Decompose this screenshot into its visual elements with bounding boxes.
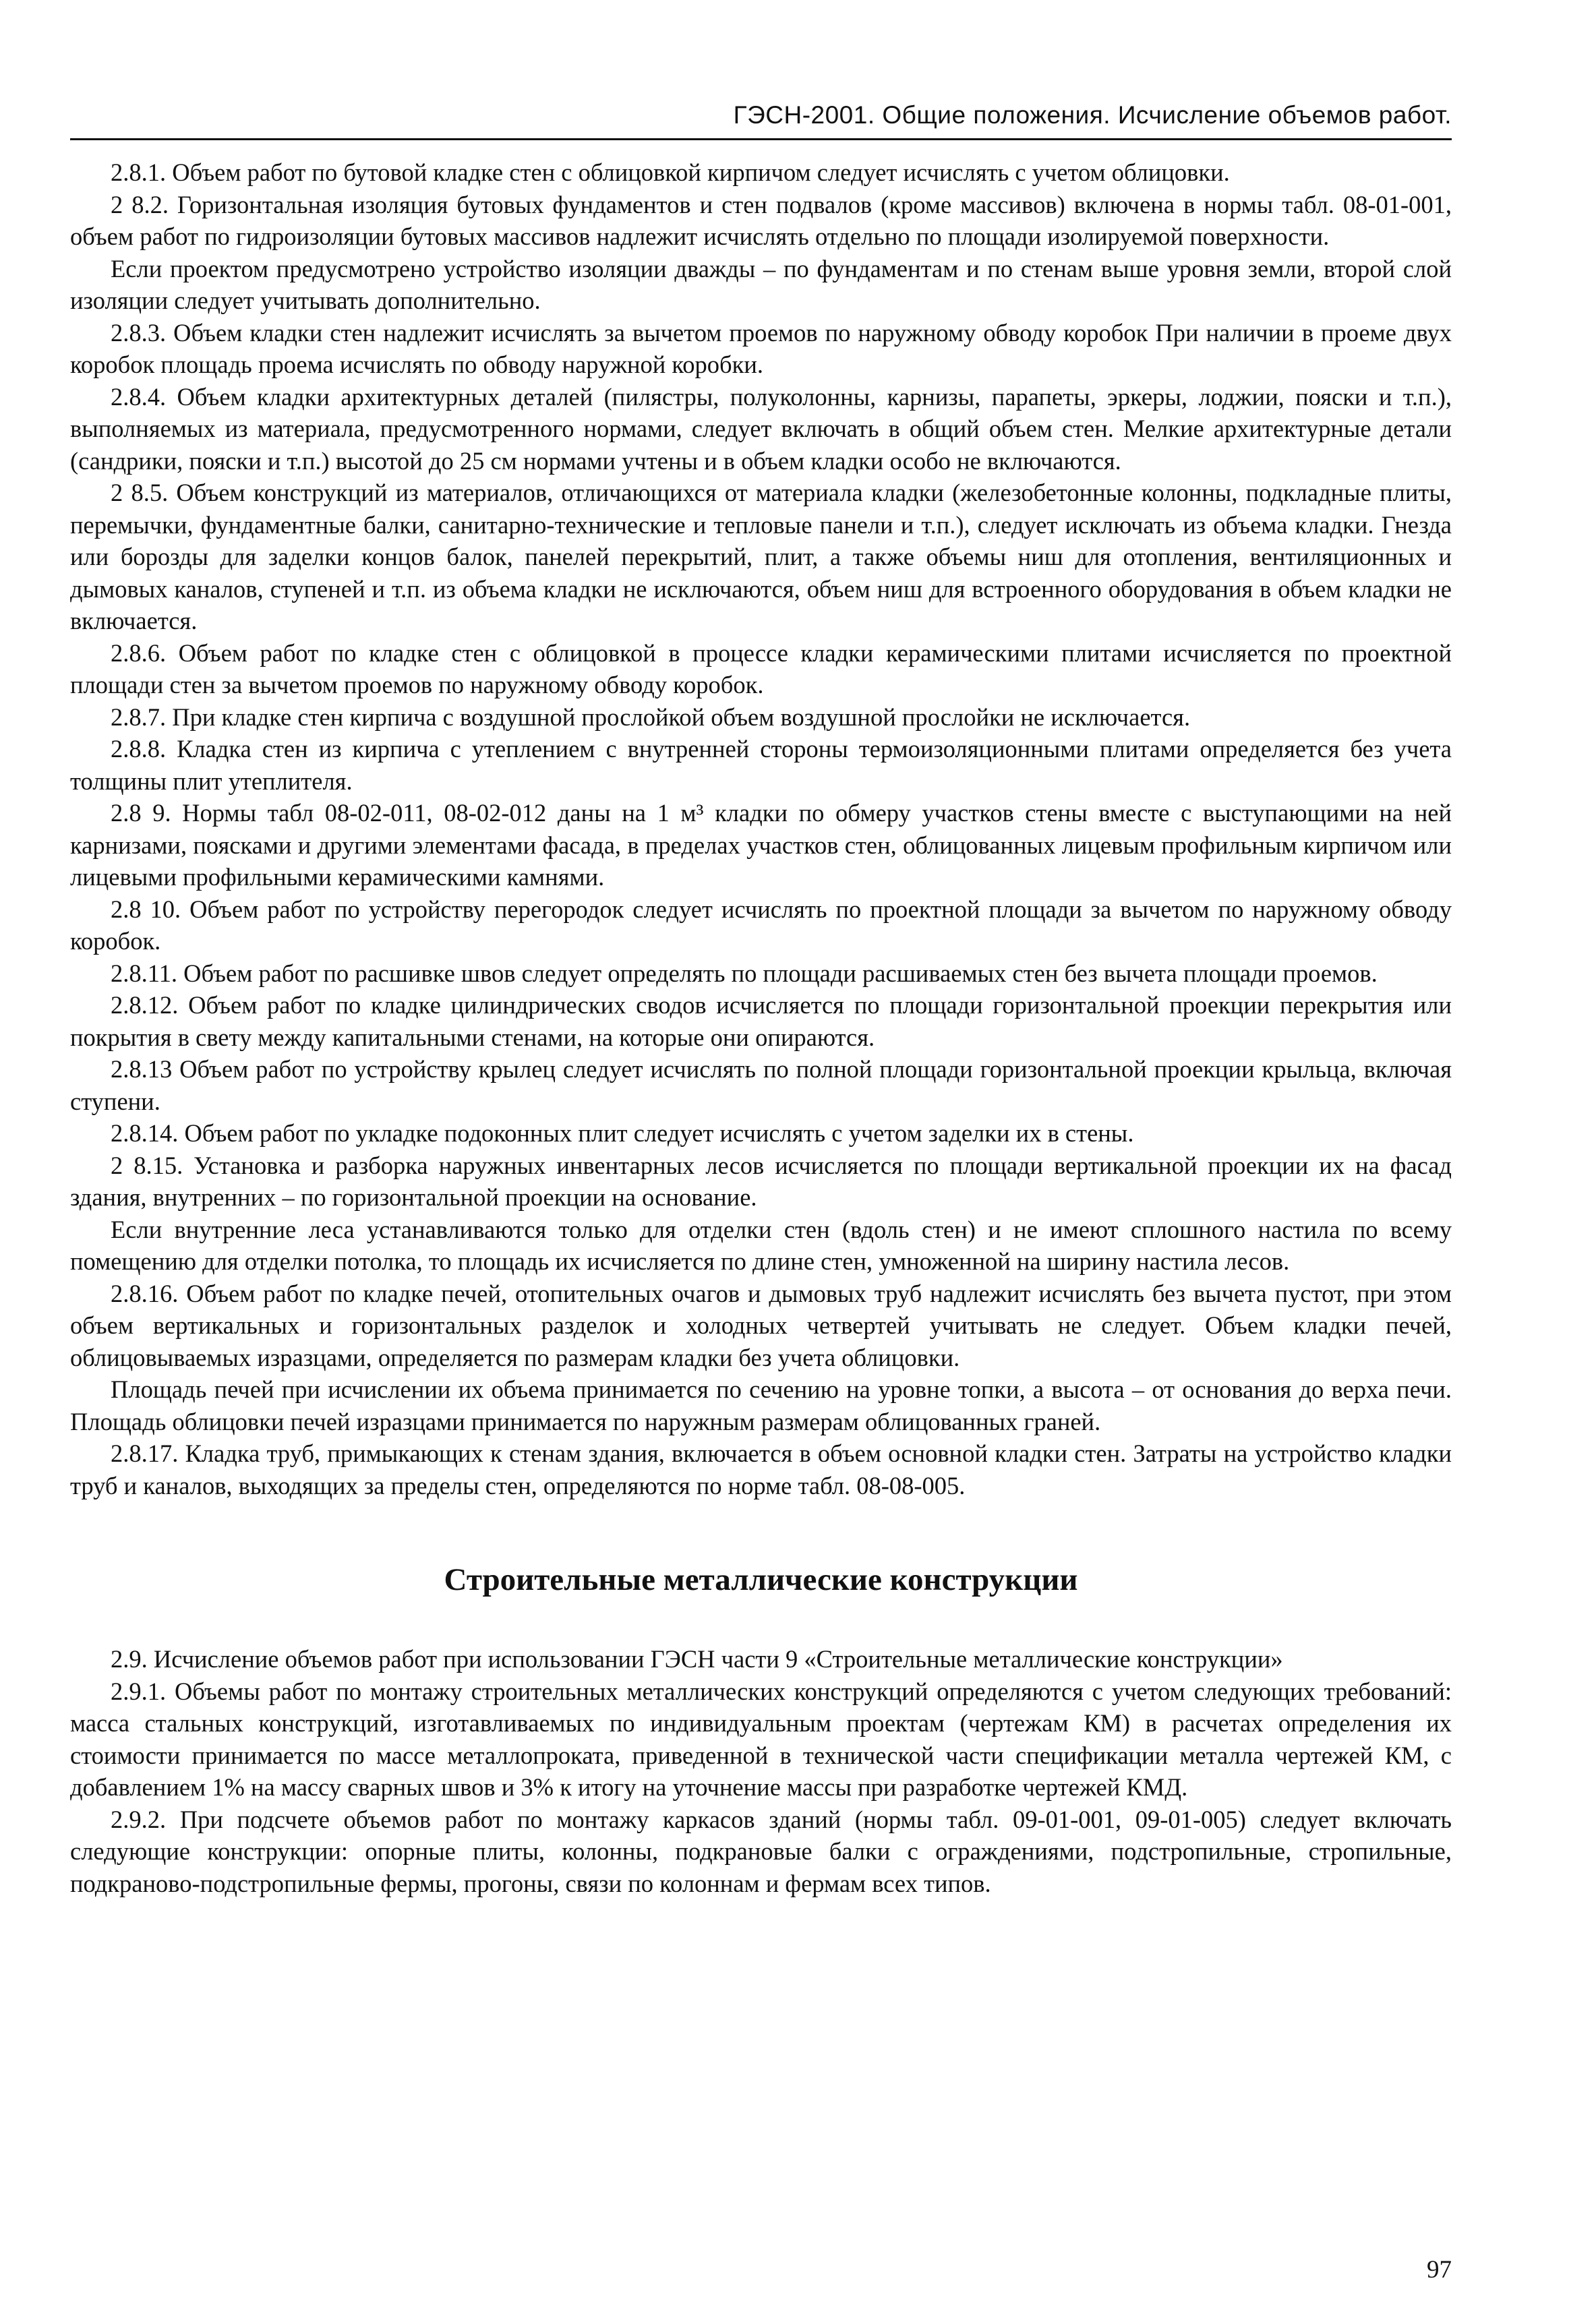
paragraph-2-8-16: 2.8.16. Объем работ по кладке печей, отопительных очагов и дымовых труб надлежит исчислять без вычета пустот, при этом объем вертикальных и горизонтальных разделок и холодных четвертей учитывать не следует. Объем кладки печей, облицовываемых изразцами, определяется по размерам кладки без учета облицовки. [70, 1279, 1452, 1371]
paragraph-2-8-7: 2.8.7. При кладке стен кирпича с воздушной прослойкой объем воздушной прослойки не исключается. [111, 703, 1191, 731]
paragraph-2-8-2: 2 8.2. Горизонтальная изоляция бутовых фундаментов и стен подвалов (кроме массивов) включена в нормы табл. 08-01-001, объем работ по гидроизоляции бутовых массивов надлежит исчислять отдельно по площади изолируемой поверхности. [70, 190, 1452, 250]
page-body [70, 156, 1452, 1899]
running-header: ГЭСН-2001. Общие положения. Исчисление объемов работ. [733, 101, 1452, 129]
header-rule [70, 138, 1452, 140]
paragraph-2-9-1: 2.9.1. Объемы работ по монтажу строительных металлических конструкций определяются с учетом следующих требований: масса стальных конструкций, изготавливаемых по индивидуальным проектам (чертежам КМ) в расчетах определения их стоимости принимается по массе металлопроката, приведенной в технической части спецификации металла чертежей КМ, с добавлением 1% на массу сварных швов и 3% к итогу на уточнение массы при разработке чертежей КМД. [70, 1677, 1452, 1801]
paragraph-2-8-9: 2.8 9. Нормы табл 08-02-011, 08-02-012 даны на 1 м³ кладки по обмеру участков стены вместе с выступающими на ней карнизами, поясками и другими элементами фасада, в пределах участков стен, облицованных лицевым профильным кирпичом или лицевыми профильными керамическими камнями. [70, 799, 1452, 891]
paragraph-2-8-1: 2.8.1. Объем работ по бутовой кладке стен с облицовкой кирпичом следует исчислять с учетом облицовки. [111, 158, 1230, 186]
paragraph-2-8-12: 2.8.12. Объем работ по кладке цилиндрических сводов исчисляется по площади горизонтальной проекции перекрытия или покрытия в свету между капитальными стенами, на которые они опираются. [70, 991, 1452, 1051]
paragraph-2-8-6: 2.8.6. Объем работ по кладке стен с облицовкой в процессе кладки керамическими плитами исчисляется по проектной площади стен за вычетом проемов по наружному обводу коробок. [70, 638, 1452, 699]
paragraph-2-8-11: 2.8.11. Объем работ по расшивке швов следует определять по площади расшиваемых стен без вычета площади проемов. [111, 959, 1378, 987]
paragraph-2-9: 2.9. Исчисление объемов работ при использовании ГЭСН части 9 «Строительные металлические конструкции» [111, 1645, 1283, 1673]
paragraph-2-8-2-note: Если проектом предусмотрено устройство изоляции дважды – по фундаментам и по стенам выше уровня земли, второй слой изоляции следует учитывать дополнительно. [70, 254, 1452, 314]
paragraph-2-9-2: 2.9.2. При подсчете объемов работ по монтажу каркасов зданий (нормы табл. 09-01-001, 09-01-005) следует включать следующие конструкции: опорные плиты, колонны, подкрановые балки с ограждениями, подстропильные, стропильные, подкраново-подстропильные фермы, прогоны, связи по колоннам и фермам всех типов. [70, 1805, 1452, 1897]
paragraph-2-8-15: 2 8.15. Установка и разборка наружных инвентарных лесов исчисляется по площади вертикальной проекции их на фасад здания, внутренних – по горизонтальной проекции на основание. [70, 1151, 1452, 1211]
paragraph-2-8-16-note: Площадь печей при исчислении их объема принимается по сечению на уровне топки, а высота – от основания до верха печи. Площадь облицовки печей изразцами принимается по наружным размерам облицованных граней. [70, 1375, 1452, 1435]
section-title: Строительные металлические конструкции [444, 1562, 1078, 1597]
paragraph-2-8-5: 2 8.5. Объем конструкций из материалов, отличающихся от материала кладки (железобетонные колонны, подкладные плиты, перемычки, фундаментные балки, санитарно-технические и тепловые панели и т.п.), следует исключать из объема кладки. Гнезда или борозды для заделки концов балок, панелей перекрытий, плит, а также объемы ниш для отопления, вентиляционных и дымовых каналов, ступеней и т.п. из объема кладки не исключаются, объем ниш для встроенного оборудования в объем кладки не включается. [70, 479, 1452, 634]
paragraph-2-8-3: 2.8.3. Объем кладки стен надлежит исчислять за вычетом проемов по наружному обводу коробок При наличии в проеме двух коробок площадь проема исчислять по обводу наружной коробки. [70, 318, 1452, 378]
paragraph-2-8-15-note: Если внутренние леса устанавливаются только для отделки стен (вдоль стен) и не имеют сплошного настила по всему помещению для отделки потолка, то площадь их исчисляется по длине стен, умноженной на ширину настила лесов. [70, 1215, 1452, 1275]
page-number: 97 [1427, 2256, 1452, 2284]
paragraph-2-8-10: 2.8 10. Объем работ по устройству перегородок следует исчислять по проектной площади за вычетом по наружному обводу коробок. [70, 895, 1452, 955]
paragraph-2-8-8: 2.8.8. Кладка стен из кирпича с утеплением с внутренней стороны термоизоляционными плитами определяется без учета толщины плит утеплителя. [70, 735, 1452, 795]
paragraph-2-8-4: 2.8.4. Объем кладки архитектурных деталей (пилястры, полуколонны, карнизы, парапеты, эркеры, лоджии, пояски и т.п.), выполняемых из материала, предусмотренного нормами, следует включать в общий объем стен. Мелкие архитектурные детали (сандрики, пояски и т.п.) высотой до 25 см нормами учтены и в объем кладки особо не включаются. [70, 382, 1452, 475]
paragraph-2-8-17: 2.8.17. Кладка труб, примыкающих к стенам здания, включается в объем основной кладки стен. Затраты на устройство кладки труб и каналов, выходящих за пределы стен, определяются по норме табл. 08-08-005. [70, 1439, 1452, 1499]
paragraph-2-8-14: 2.8.14. Объем работ по укладке подоконных плит следует исчислять с учетом заделки их в стены. [111, 1119, 1134, 1147]
paragraph-2-8-13: 2.8.13 Объем работ по устройству крылец следует исчислять по полной площади горизонтальной проекции крыльца, включая ступени. [70, 1055, 1452, 1115]
